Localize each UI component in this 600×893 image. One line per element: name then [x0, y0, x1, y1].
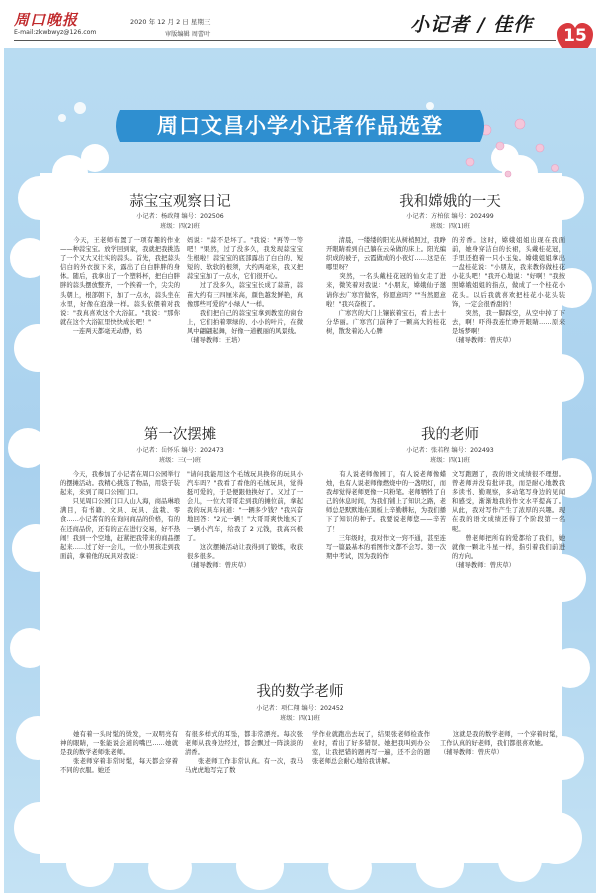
article-4-author: 小记者：张若程 编号：202493 — [406, 447, 494, 454]
article-5-title: 我的数学老师 — [256, 684, 344, 700]
article-3-author: 小记者：岳怀乐 编号：202473 — [136, 447, 224, 454]
article-4-class: 班级：四(1)班 — [430, 457, 470, 464]
article-5-author: 小记者：项仁翔 编号：202452 — [256, 705, 344, 712]
issue-date: 2020 年 12 月 2 日 星期三 — [130, 18, 211, 26]
article-3-column-2: "请问我能用这个毛绒玩具换你的玩具小汽车吗？"我看了看他的毛绒玩具，觉得挺可爱的，于是便跟他换好了。又过了一会儿，一位大哥哥走到我的摊位前，拿起我的玩具车问道："一辆多少钱？"我兴奋地回答："2元一辆！"大哥哥爽快地买了一辆小汽车，给我了 2 元钱，我高兴极了。 这次摆摊活动让我得到了锻炼，收获很多很多。 （辅导教师：曾庆草） — [187, 471, 303, 569]
article-3-class: 班级：三(一)班 — [159, 457, 201, 464]
article-2-author: 小记者：方柏依 编号：202499 — [406, 213, 494, 220]
article-1-class: 班级：四(2)班 — [160, 223, 200, 230]
page-number: 15 — [563, 26, 587, 46]
article-1-title: 蒜宝宝观察日记 — [129, 194, 231, 210]
page-editor: 审版编辑 周蕾叶 — [165, 31, 211, 38]
article-3-title: 第一次摆摊 — [143, 427, 217, 443]
article-1-author: 小记者：杨政翔 编号：202506 — [136, 213, 224, 220]
article-4-column-2: 文写跑题了，我的语文成绩很不理想。曾老师并没有批评我，而是耐心地教我多读书、勤观察，多动笔写身边的见闻和感受，渐渐地我的作文水平提高了。从此，我对写作产生了浓厚的兴趣。现在我的语文成绩还得了个阶段第一名呢。 曾老师把所有的爱都给了我们，她就像一颗北斗星一样，指引着我们前进的方向。 （辅导教师：曾庆草） — [452, 471, 565, 569]
article-2-column-2: 的芳香。这时，嫦娥姐姐出现在我面前，她身穿洁白的长裙，头戴桂花冠，手里还抱着一只小玉兔。嫦娥姐姐拿出一盘桂花说："小朋友，我来教你做桂花小花头吧！"我开心地说："好啊！"我按照嫦娥姐姐的指点，做成了一个桂花小花头。以后我就喜欢把桂花小花头装饰，一定会很香甜的！ 突然，我一脚踩空，从空中掉了下去，啊！吓得我连忙睁开眼睛……原来是场梦啊！ （辅导教师：曾庆草） — [452, 237, 565, 345]
editor-email: E-mail:zkwbwyz@126.com — [14, 29, 97, 36]
newspaper-logo: 周口晚报 — [14, 11, 79, 29]
masthead-rule — [14, 40, 556, 41]
article-1-column-1: 今天，王老师布置了一项有趣的作业——种蒜宝宝。放学回到家，我就把我挑选了一个又大又壮实的蒜头。首先，我把蒜头信白的外衣拔下来，露出了白白胖胖的身体。随后，我拿出了一个塑料杯，把白白胖胖的蒜头摆放整齐，一个挨着一个，尖尖的头朝上，根部朝下，加了一点水，蒜头坐在水里，好像在泡澡一样。蒜头依偎着对我说："我真喜欢这个大浴缸。"我说："那你就在这个大浴缸里快快成长吧！" 一连两天都毫无动静，妈 — [60, 237, 180, 335]
article-5-column-3: 学作业就跑出去玩了，结果张老师检查作业时，看出了好多错误。她把我叫到办公室，让我把错的题再写一遍，还不会的题张老师总会耐心地给我讲解。 — [312, 731, 430, 766]
article-3-column-1: 今天，我参加了小记者在周口公园举行的摆摊活动。我精心挑选了物品，用袋子装起来，来到了周口公园门口。 只见周口公园门口人山人海，商品琳琅满目，有书籍、文具、玩具、盆栽、零食……小记者有的在询问商品的价格，有的在还商品价，还有的正在进行交易，好不热闹！我到一个空地，赶紧把我带来的商品摆起来……过了好一会儿，一位小男孩走到我面前，拿着他的玩具对我说： — [60, 471, 180, 560]
article-5-column-4: 这就是我的数学老师，一个穿着时髦，工作认真的好老师，我们都很喜欢她。 （辅导教师：曾庆草） — [440, 731, 562, 757]
article-2-column-1: 清晨，一缕缕的阳光从树梢照过，我睁开眼睛看到自己躺在云朵做的床上。阳光编织成的被子，云霞做成的小夜灯……这是在哪里呀？ 突然，一名头戴桂花冠的仙女走了进来，微笑着对我说："小朋友，嫦娥仙子邀请你去广寒宫做客，你愿意吗？""当然愿意啦！"我兴奋极了。 广寒宫的大门上镶嵌着宝石，看上去十分华丽。广寒宫门前种了一颗高大的桂花树，散发着沁人心脾 — [326, 237, 446, 335]
banner-title: 周口文昌小学小记者作品选登 — [157, 114, 443, 138]
article-5-class: 班级：四(1)班 — [280, 715, 320, 722]
article-5-column-1: 她有着一头时髦的烫发，一双明亮有神的眼睛，一张能说会道的嘴巴……她就是我的数学老师张老师。 张老师穿着非常时髦，每天都会穿着不同的衣服。她还 — [60, 731, 178, 775]
article-5-column-2: 有很多样式的耳坠，都非常漂亮。每次张老师从我身边经过，都会飘过一阵淡淡的清香。 张老师工作非常认真。有一次，我马马虎虎地写完了数 — [185, 731, 303, 775]
section-title: 小记者 / 佳作 — [410, 14, 534, 36]
article-2-class: 班级：四(1)班 — [430, 223, 470, 230]
article-4-column-1: 有人说老师像园丁，有人说老师像蜡烛，也有人说老师像燃烧中的一盏明灯，而我却觉得老师更像一只粉笔。老师牺牲了自己的休息时间，为我们铺上了知识之路，老师总是默默地在黑板上辛勤耕耘，为我们播下了知识的种子。我要说老师您——辛苦了！ 三年级时，我对作文一窍不通，甚至连写一篇最基本的看图作文都不会写。第一次期中考试，因为我的作 — [326, 471, 446, 560]
article-4-title: 我的老师 — [421, 427, 479, 443]
article-2-title: 我和嫦娥的一天 — [399, 194, 501, 210]
article-1-column-2: 妈说："蒜不是坏了。"我说："再等一等吧！"果然，过了没多久，我发现蒜宝宝生根啦！蒜宝宝的底部露出了白白的、短短的、软软的根须，大约两毫米，我又把蒜宝宝加了一点水，它们很开心。 过了没多久，蒜宝宝长成了蒜苗，蒜苗大约有三四厘米高，颜色越发鲜艳，真像那些可爱的"小绿人"一样。 我们把自己的蒜宝宝拿到教室的窗台上，它们拍着翠绿的、小小的叶片，在微风中翩翩起舞，好像一道靓丽的风景线。 （辅导教师：王培） — [187, 237, 303, 345]
